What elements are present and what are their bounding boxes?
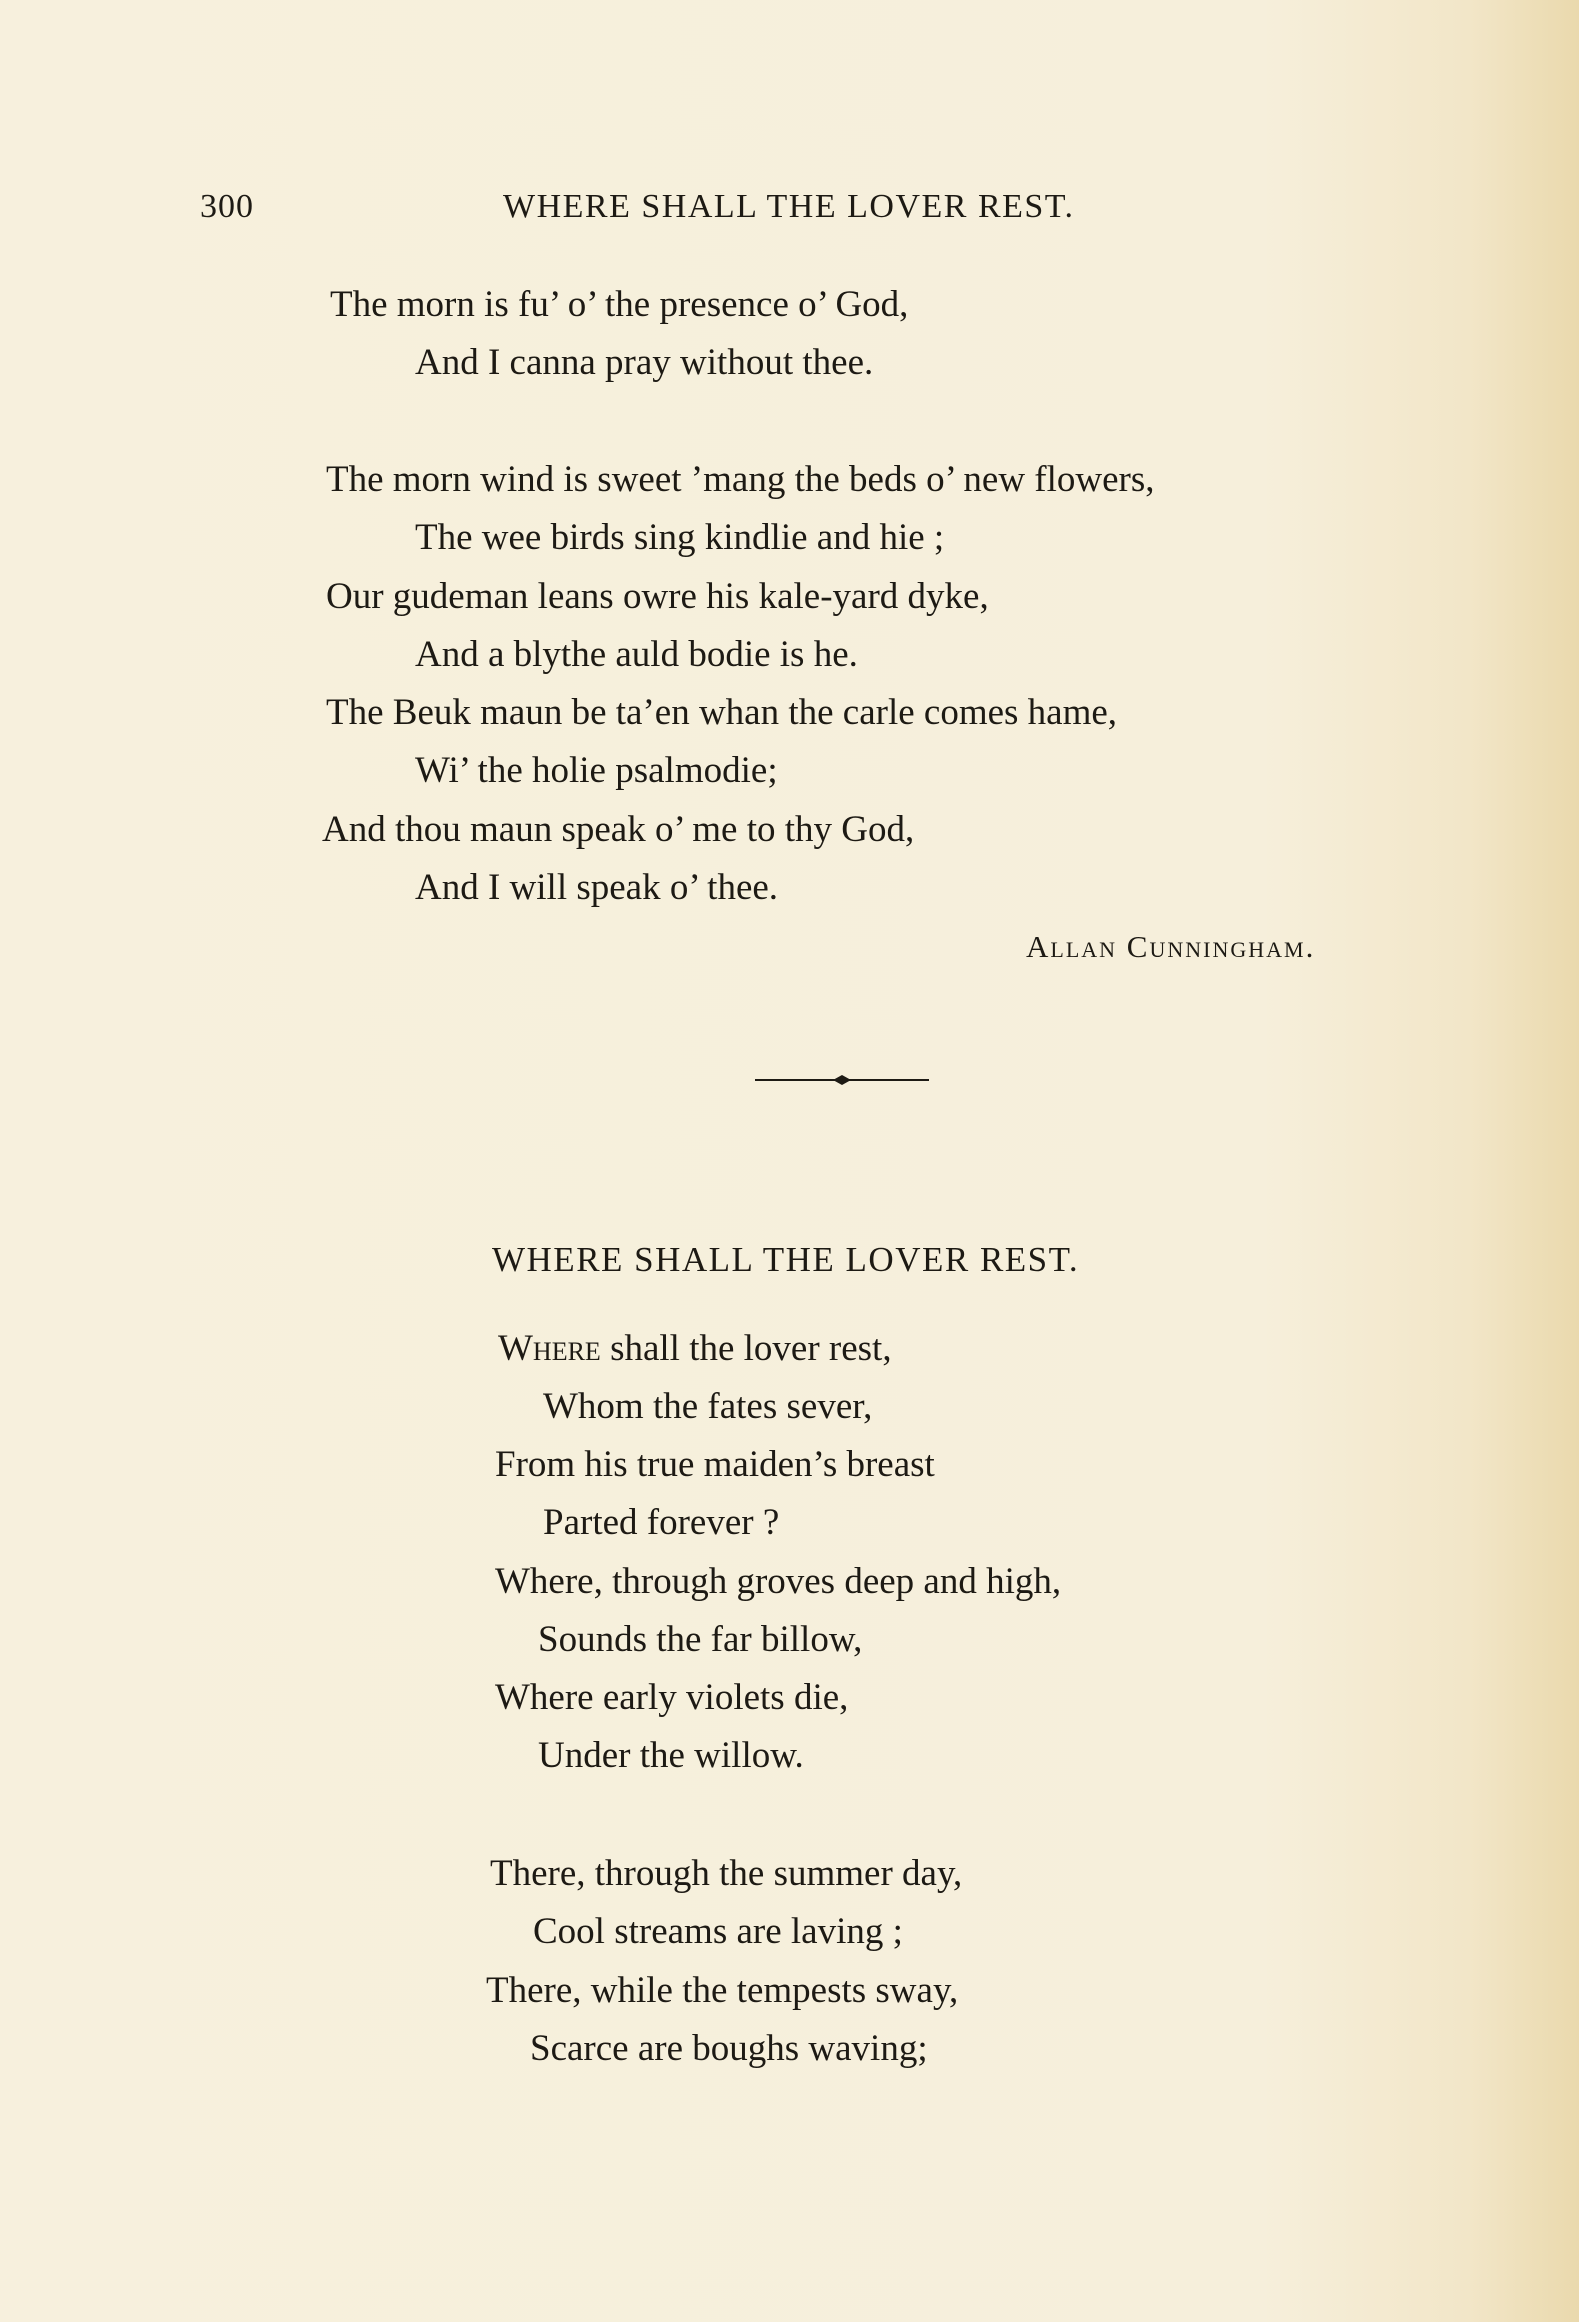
first-line-rest: shall the lover rest, [600, 1328, 892, 1369]
verse-line: The wee birds sing kindlie and hie ; [415, 517, 945, 558]
verse-line: And I canna pray without thee. [415, 342, 874, 383]
author-attribution: Allan Cunningham. [1026, 929, 1316, 964]
verse-line: And thou maun speak o’ me to thy God, [322, 809, 915, 850]
verse-line: Our gudeman leans owre his kale-yard dyke, [326, 576, 989, 617]
verse-line: Scarce are boughs waving; [530, 2028, 928, 2069]
verse-line: Wi’ the holie psalmodie; [415, 750, 778, 791]
verse-line: And I will speak o’ thee. [415, 867, 779, 908]
page-number: 300 [200, 188, 254, 225]
verse-line: Under the willow. [538, 1735, 804, 1776]
first-word: Where [498, 1328, 601, 1369]
verse-line: Where, through groves deep and high, [495, 1561, 1062, 1602]
verse-line: Whom the fates sever, [543, 1386, 873, 1427]
verse-line: Cool streams are laving ; [533, 1911, 903, 1952]
verse-line: From his true maiden’s breast [495, 1444, 935, 1485]
verse-line: There, while the tempests sway, [486, 1970, 959, 2011]
poem-title: WHERE SHALL THE LOVER REST. [492, 1240, 1080, 1279]
verse-line: Parted forever ? [543, 1502, 780, 1543]
running-title: WHERE SHALL THE LOVER REST. [503, 188, 1075, 225]
verse-line: The Beuk maun be ta’en whan the carle comes hame, [326, 692, 1118, 733]
verse-line: The morn is fu’ o’ the presence o’ God, [330, 284, 909, 325]
verse-line: Sounds the far billow, [538, 1619, 863, 1660]
section-divider [755, 1073, 929, 1087]
verse-line: Where early violets die, [495, 1677, 849, 1718]
verse-line: The morn wind is sweet ’mang the beds o’ new flowers, [326, 459, 1155, 500]
verse-line: And a blythe auld bodie is he. [415, 634, 858, 675]
verse-line [498, 1330, 892, 1367]
verse-line: There, through the summer day, [490, 1853, 963, 1894]
